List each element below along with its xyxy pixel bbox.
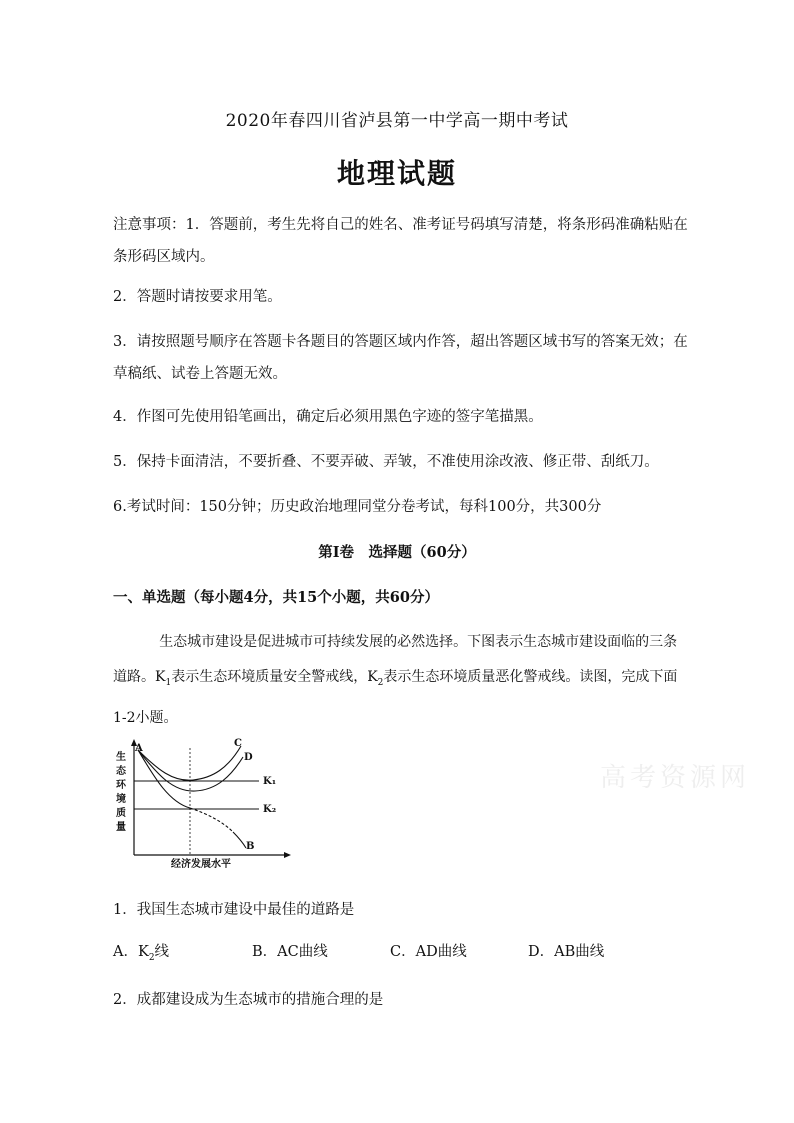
note-item-3: 3．请按照题号顺序在答题卡各题目的答题区域内作答，超出答题区域书写的答案无效；在草稿纸、试卷上答题无效。 (113, 334, 688, 382)
part-title: 一、单选题（每小题4分，共15个小题，共60分） (113, 589, 439, 606)
x-axis-arrow (284, 852, 291, 858)
label-d: D (244, 752, 253, 763)
option-a-suffix: 线 (154, 944, 170, 960)
curve-ad (138, 750, 243, 791)
note-item-1: 注意事项：1．答题前，考生先将自己的姓名、准考证号码填写清楚，将条形码准确粘贴在条形码区域内。 (113, 217, 688, 265)
option-b[interactable]: B．AC曲线 (252, 944, 328, 960)
option-d[interactable]: D．AB曲线 (528, 944, 605, 960)
section-title: 第I卷 选择题（60分） (318, 544, 476, 561)
exam-subtitle: 2020年春四川省泸县第一中学高一期中考试 (225, 111, 569, 131)
option-c[interactable]: C．AD曲线 (390, 944, 467, 960)
intro-text-3: 表示生态环境质量恶化警戒线。读图，完成下面1-2小题。 (113, 669, 678, 726)
figure-ylabel-4: 境 (116, 794, 126, 805)
figure-xlabel: 经济发展水平 (171, 859, 231, 870)
option-a[interactable] (113, 940, 169, 963)
label-a: A (135, 743, 143, 754)
label-b: B (246, 841, 255, 852)
page-title: 地理试题 (336, 157, 457, 190)
figure-ylabel-6: 量 (116, 822, 126, 833)
label-k1: K₁ (263, 776, 277, 787)
note-item-4: 4．作图可先使用铅笔画出，确定后必须用黑色字迹的签字笔描黑。 (113, 409, 543, 425)
label-c: C (234, 738, 242, 749)
eco-city-diagram (113, 730, 303, 870)
figure-ylabel-2: 态 (116, 766, 126, 777)
intro-sub-1: 1 (165, 677, 172, 688)
watermark: 高考资源网 (600, 763, 751, 793)
question-intro (113, 625, 688, 736)
question-2-text: 2．成都建设成为生态城市的措施合理的是 (113, 992, 384, 1008)
curve-ab-end (233, 832, 246, 848)
option-a-sub: 2 (148, 952, 155, 963)
label-k2: K₂ (263, 804, 277, 815)
note-item-5: 5．保持卡面清洁，不要折叠、不要弄破、弄皱，不准使用涂改液、修正带、刮纸刀。 (113, 454, 659, 470)
option-a-prefix: A．K (113, 944, 149, 960)
question-1-text: 1．我国生态城市建设中最佳的道路是 (113, 902, 355, 918)
figure-ylabel-1: 生 (116, 752, 126, 763)
figure-ylabel-3: 环 (116, 780, 126, 791)
curve-ab-dashed (190, 808, 233, 832)
question-1-options (113, 940, 688, 964)
note-item-6: 6.考试时间：150分钟；历史政治地理同堂分卷考试，每科100分，共300分 (113, 499, 602, 515)
figure-ylabel-5: 质 (116, 808, 126, 819)
note-item-2: 2．答题时请按要求用笔。 (113, 289, 282, 305)
intro-sub-2: 2 (377, 677, 384, 688)
intro-text-2: 表示生态环境质量安全警戒线，K (171, 669, 378, 685)
intro-text-1: 生态城市建设是促进城市可持续发展的必然选择。下图表示生态城市建设面临的三条道路。K (113, 634, 678, 685)
